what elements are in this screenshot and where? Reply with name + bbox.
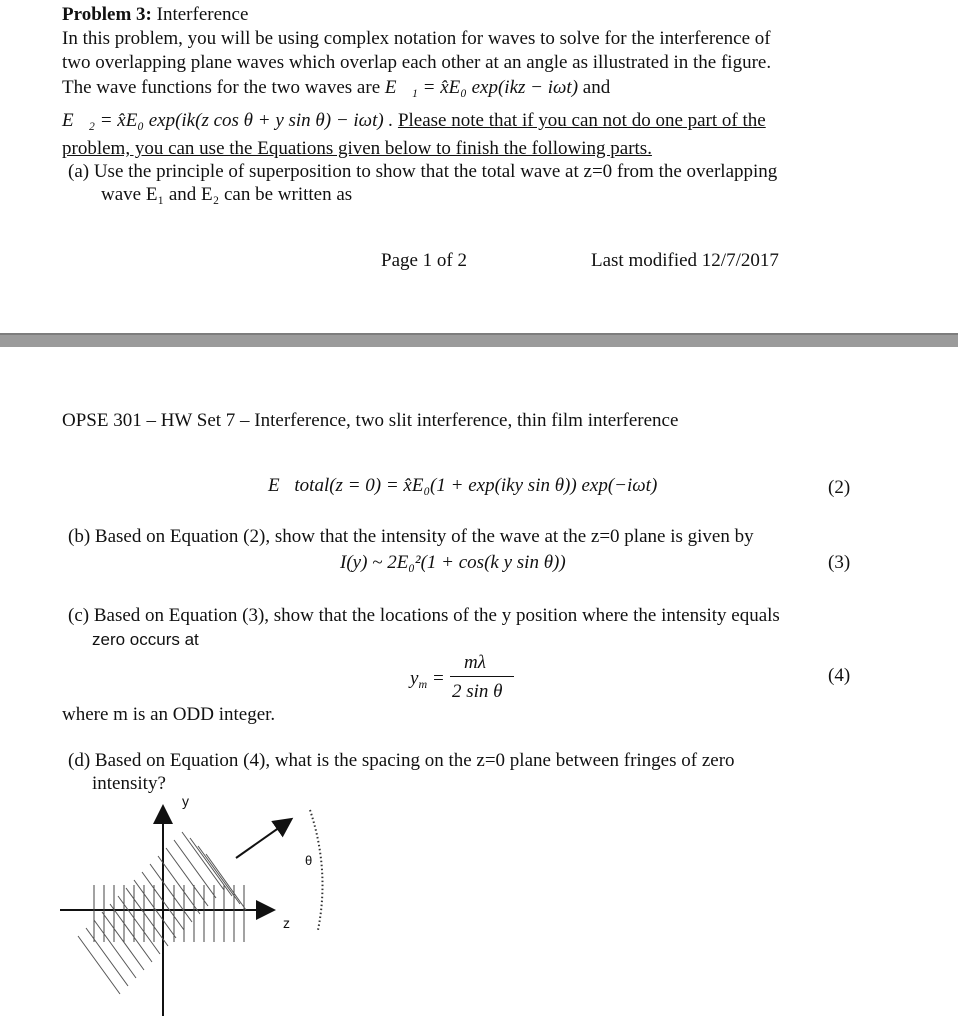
page-number: Page 1 of 2 xyxy=(381,250,468,271)
intro-line-2: two overlapping plane waves which overlap each other at an angle as illustrated in the figure. xyxy=(62,52,772,73)
y-axis-label: y xyxy=(182,793,189,809)
part-b-line-1: (b) Based on Equation (2), show that the intensity of the wave at the z=0 plane is given by xyxy=(68,526,754,547)
equation-3: I(y) ~ 2E₀²(1 + cos(k y sin θ)) xyxy=(340,552,566,573)
note-line-2: problem, you can use the Equations given below to finish the following parts. xyxy=(62,138,652,159)
equation-4-number: (4) xyxy=(828,665,851,686)
equation-4-denominator: 2 sin θ xyxy=(452,681,503,702)
propagation-arrow xyxy=(236,820,290,858)
part-c-after: where m is an ODD integer. xyxy=(62,704,276,725)
z-axis-label: z xyxy=(283,915,290,931)
theta-label: θ xyxy=(305,853,313,868)
equation-4-subscript: m xyxy=(418,677,428,691)
wave1-equation: E⃗₁ = x̂E₀ exp(ikz − iωt) xyxy=(384,77,579,98)
theta-arc xyxy=(310,810,323,930)
note-line-1: Please note that if you can not do one part of the xyxy=(397,110,766,131)
intro-line-1: In this problem, you will be using complex notation for waves to solve for the interference of xyxy=(62,28,771,49)
part-c-line-2: zero occurs at xyxy=(92,630,199,649)
part-d-line-1: (d) Based on Equation (4), what is the spacing on the z=0 plane between fringes of zero xyxy=(68,750,735,771)
page-header: OPSE 301 – HW Set 7 – Interference, two slit interference, thin film interference xyxy=(62,410,679,431)
intro-line-3-text: The wave functions for the two waves are xyxy=(62,77,385,98)
wave2-equation: E⃗₂ = x̂E₀ exp(ik(z cos θ + y sin θ) − iωt) . xyxy=(62,110,398,131)
fraction-bar xyxy=(450,676,514,677)
equation-4-lhs: $y_m$ = xyxy=(410,668,445,691)
wave2-line xyxy=(62,110,766,132)
part-d-line-2: intensity? xyxy=(92,773,166,794)
problem-label: Problem 3: xyxy=(62,4,152,25)
equation-4-numerator: mλ xyxy=(464,652,486,673)
equation-4-y: y xyxy=(410,668,419,689)
equation-3-number: (3) xyxy=(828,552,851,573)
part-a-line-2: wave E₁ and E₂ can be written as xyxy=(101,184,353,205)
intro-line-3-and: and xyxy=(578,77,611,98)
part-c-line-1: (c) Based on Equation (3), show that the locations of the y position where the intensity equals xyxy=(68,605,780,626)
problem-title: Interference xyxy=(156,4,249,25)
interference-figure xyxy=(0,790,400,1024)
page-separator xyxy=(0,333,958,347)
problem-heading xyxy=(62,4,248,26)
equation-2: E⃗total(z = 0) = x̂E₀(1 + exp(iky sin θ)) exp(−iωt) xyxy=(268,475,658,496)
last-modified: Last modified 12/7/2017 xyxy=(591,250,779,271)
part-a-line-1: (a) Use the principle of superposition to show that the total wave at z=0 from the overlapping xyxy=(68,161,778,182)
intro-line-3 xyxy=(62,77,610,99)
equation-2-number: (2) xyxy=(828,477,851,498)
